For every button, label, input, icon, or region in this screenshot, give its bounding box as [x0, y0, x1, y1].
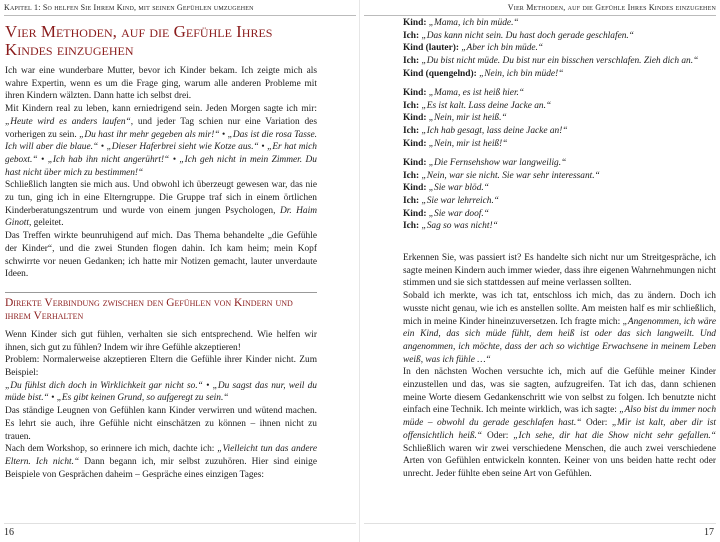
dialogue-speaker: Kind:: [403, 208, 427, 219]
left-text-block: [5, 23, 317, 481]
left-page-number: 16: [4, 527, 14, 538]
right-footer-rule: [364, 523, 716, 524]
dialogue-speaker: Kind:: [403, 87, 427, 98]
paragraph: Problem: Normalerweise akzeptieren Eltern die Gefühle ihrer Kinder nicht. Zum Beispiel:: [5, 355, 317, 379]
dialogue-speaker: Ich:: [403, 56, 420, 67]
paragraph: Schließlich langten sie mich aus. Und obwohl ich überzeugt gewesen war, das nie zu tun, ging ich in eine Elterngruppe. Die Gruppe traf sich in einem örtlichen Kinderberatungszentrum und wurde von einem jungen Psychologen, Dr. Haim Ginott, geleitet.: [5, 180, 317, 229]
dialogue-group: [403, 17, 716, 81]
dialogue-text: „Das kann nicht sein. Du hast doch gerade geschlafen.“: [421, 30, 634, 41]
paragraph: Erkennen Sie, was passiert ist? Es handelte sich nicht nur um Streitgespräche, ich sagte meinen Kindern auch immer wieder, dass ihre eigenen Wahrnehmungen nicht stimmen und sie sich stattdessen auf meine verlassen sollten.: [403, 253, 716, 289]
paragraph: In den nächsten Wochen versuchte ich, mich auf die Gefühle meiner Kinder einzustellen und das, was sie sagten, aufzugreifen. Tat ich das, dann schienen meine Worte diesem Gedankenschritt wie von selbst zu folgen. Ich benutzte nicht einfach eine Technik. Ich meinte wirklich, was ich sagte: „Also bist du immer noch müde – obwohl du gerade geschlafen hast.“ Oder: „Mir ist kalt, aber dir ist offensichtlich heiß.“ Oder: „Ich sehe, dir hat die Show nicht sehr gefallen.“ Schließlich waren wir zwei verschiedene Menschen, die auch zwei verschiedene Arten von Gefühlen entwickeln konnten. Keiner von uns beiden hatte recht oder unrecht. Jeder fühlte eben seine Art von Gefühlen.: [403, 367, 717, 479]
paragraph: Wenn Kinder sich gut fühlen, verhalten sie sich entsprechend. Wie helfen wir ihnen, sich gut zu fühlen? Indem wir ihre Gefühle akzeptieren!: [5, 329, 317, 353]
right-page: [360, 0, 720, 542]
dialogue-line: [403, 55, 716, 68]
section-title: Direkte Verbindung zwischen den Gefühlen von Kindern und ihrem Verhalten: [5, 292, 317, 323]
dialogue-text: „Ich hab gesagt, lass deine Jacke an!“: [421, 126, 568, 137]
dialogue-text: „Nein, war sie nicht. Sie war sehr interessant.“: [421, 170, 600, 181]
dialogue-speaker: Ich:: [403, 221, 420, 232]
dialogue-speaker: Kind (lauter):: [403, 43, 459, 54]
dialogue-speaker: Ich:: [403, 170, 420, 181]
dialogue-speaker: Kind:: [403, 113, 427, 124]
dialogue-text: „Sie war blöd.“: [428, 183, 489, 194]
paragraph: „Du fühlst dich doch in Wirklichkeit gar nicht so.“ • „Du sagst das nur, weil du müde bist.“ • „Es gibt keinen Grund, so aufgeregt zu sein.“: [5, 380, 317, 404]
dialogue-speaker: Kind (quengelnd):: [403, 68, 477, 79]
dialogue-speaker: Kind:: [403, 138, 427, 149]
dialogue-text: „Nein, ich bin müde!“: [479, 68, 564, 79]
dialogue-text: „Nein, mir ist heiß!“: [428, 138, 508, 149]
paragraph: Das ständige Leugnen von Gefühlen kann Kinder verwirren und wütend machen. Es lehrt sie auch, ihre Gefühle nicht einschätzen zu können – ihnen nicht zu trauen.: [5, 406, 317, 442]
right-page-number: 17: [704, 527, 714, 538]
dialogue-line: [403, 170, 716, 183]
right-header-rule: [364, 15, 716, 16]
left-footer-rule: [4, 523, 356, 524]
dialogue-text: „Sag so was nicht!“: [421, 221, 498, 232]
dialogue-line: [403, 208, 716, 221]
dialogue-line: [403, 182, 716, 195]
dialogue-speaker: Ich:: [403, 30, 420, 41]
dialogue-line: [403, 157, 716, 170]
dialogue-line: [403, 125, 716, 138]
paragraph: Mit Kindern real zu leben, kann erniedrigend sein. Jeden Morgen sagte ich mir: „Heute wird es anders laufen“, und jeder Tag schien nur eine Variation des vorherigen zu sein. „Du hast ihr mehr gegeben als mir!“ • „Das ist die rosa Tasse. Ich will aber die blaue.“ • „Dieser Haferbrei sieht wie Kotze aus.“ • „Er hat mich geboxt.“ • „Ich hab ihn nicht angerührt!“ • „Ich geh nicht in mein Zimmer. Du hast nicht über mich zu bestimmen!“: [5, 104, 318, 178]
dialogue-line: [403, 195, 716, 208]
dialogue-speaker: Kind:: [403, 157, 427, 168]
dialogue-group: [403, 87, 716, 151]
dialogue-line: [403, 100, 716, 113]
dialogue-section: [403, 17, 716, 233]
paragraph: Ich war eine wunderbare Mutter, bevor ich Kinder bekam. Ich zeigte mich als wahre Expertin, wenn es um die Frage ging, warum alle anderen Probleme mit ihren Kindern wälzten. Dann hatte ich selbst drei.: [5, 66, 317, 102]
dialogue-text: „Mama, ich bin müde.“: [428, 18, 519, 28]
dialogue-text: „Nein, mir ist heiß.“: [428, 113, 507, 124]
dialogue-speaker: Ich:: [403, 195, 420, 206]
paragraph: Sobald ich merkte, was ich tat, entschloss ich mich, das zu ändern. Doch ich wusste nicht genau, wie ich es anstellen sollte. Am meisten half es mir schließlich, mich in meine Kinder hineinzuversetzen. Ich fragte mich: „Angenommen, ich wäre ein Kind, das sich müde fühlt, dem heiß ist oder das sich langweilt. Und angenommen, ich möchte, dass der ach so wichtige Erwachsene in meinem Leben weiß, was ich fühle …“: [403, 291, 716, 365]
dialogue-speaker: Ich:: [403, 126, 420, 137]
paragraph: Nach dem Workshop, so erinnere ich mich, dachte ich: „Vielleicht tun das andere Eltern. Ich nicht.“ Dann begann ich, mir selbst zuzuhören. Hier sind einige Beispiele von Gesprächen daheim – Gespräche eines einzigen Tages:: [5, 444, 317, 480]
dialogue-text: „Mama, es ist heiß hier.“: [428, 87, 525, 98]
dialogue-line: [403, 42, 716, 55]
right-running-header: Vier Methoden, auf die Gefühle Ihres Kindes einzugehen: [507, 3, 716, 12]
dialogue-line: [403, 112, 716, 125]
dialogue-text: „Aber ich bin müde.“: [461, 43, 544, 54]
dialogue-speaker: Kind:: [403, 18, 427, 28]
dialogue-group: [403, 157, 716, 233]
dialogue-line: [403, 30, 716, 43]
dialogue-text: „Du bist nicht müde. Du bist nur ein bisschen verschlafen. Zieh dich an.“: [421, 56, 699, 67]
right-text-block: [403, 17, 716, 481]
dialogue-text: „Sie war lehrreich.“: [421, 195, 500, 206]
chapter-title: Vier Methoden, auf die Gefühle Ihres Kindes einzugehen: [5, 22, 273, 59]
dialogue-line: [403, 17, 716, 30]
dialogue-text: „Die Fernsehshow war langweilig.“: [428, 157, 567, 168]
paragraph: Das Treffen wirkte beunruhigend auf mich. Das Thema behandelte „die Gefühle der Kinder“, und die zwei Stunden flogen dahin. Ich kam heim; mein Kopf schwirrte vor neuen Gedanken; ich hatte mir Notizen gemacht, lauter unverdaute Ideen.: [5, 231, 317, 280]
dialogue-speaker: Kind:: [403, 183, 427, 194]
left-running-header: Kapitel 1: So helfen Sie Ihrem Kind, mit seinen Gefühlen umzugehen: [4, 3, 254, 12]
dialogue-line: [403, 220, 716, 233]
dialogue-text: „Es ist kalt. Lass deine Jacke an.“: [421, 100, 552, 111]
dialogue-text: „Sie war doof.“: [428, 208, 489, 219]
dialogue-line: [403, 87, 716, 100]
dialogue-line: [403, 68, 716, 81]
dialogue-line: [403, 138, 716, 151]
left-header-rule: [4, 15, 356, 16]
dialogue-speaker: Ich:: [403, 100, 420, 111]
